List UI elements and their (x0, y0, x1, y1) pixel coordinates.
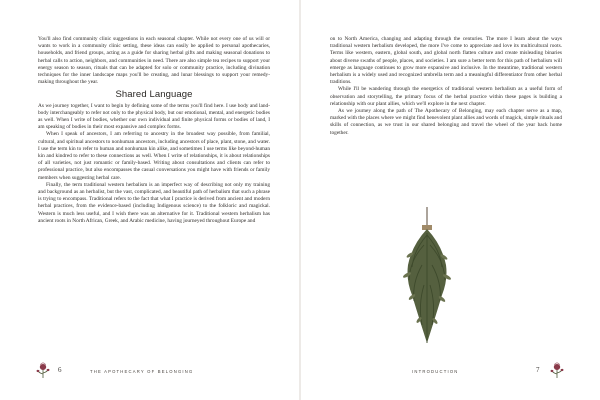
running-footer: THE APOTHECARY OF BELONGING (90, 369, 194, 374)
thistle-flower-icon (34, 361, 52, 379)
right-text-column (330, 36, 562, 137)
dried-herb-bundle-icon (362, 205, 492, 355)
thistle-flower-icon (548, 361, 566, 379)
right-page (300, 0, 600, 400)
running-footer: INTRODUCTION (412, 369, 459, 374)
page-number: 6 (58, 366, 62, 374)
page-number: 7 (536, 366, 540, 374)
paragraph: Finally, the term traditional western herbalism is an imperfect way of describing not only my training and background as an herbalist, but the vast, complicated, and beautiful path of herbalism that such a phrase is trying to encompass. Traditional refers to the fact that what I practice is derived from ancient and modern herbal practices, from the evidence-based (including Indigenous science) to the folkloric and magickal. Western is much less useful, and I wish there was an alternative for it. Traditional western herbalism has ancient roots in North African, Greek, and Arabic medicine, having journeyed throughout Europe and (38, 181, 270, 224)
paragraph: When I speak of ancestors, I am referring to ancestry in the broadest way possible, from familial, cultural, and spiritual ancestors to nonhuman ancestors, including ancestors of place, plant, stone, and water. I use the term kin to refer to human and nonhuman kin alike, and sometimes I use terms like beyond-human kin and kindred to refer to these connections as well. When I write of relationships, it is about relationships of all varieties, not just romantic or family-based. Writing about consultations and clients can refer to professional practice, but also encompasses the casual conversations you might have with friends or family members when suggesting herbal care. (38, 131, 270, 181)
paragraph: You'll also find community clinic suggestions in each seasonal chapter. While not every one of us will or wants to work in a community clinic setting, these ideas can easily be applied to personal apothecaries, households, and friend groups, acting as a guide for sharing herbal gifts and making seasonal donations to herbal calls to action, neighbors, and communities in need. There are also simple tea recipes to support your energy season to season, rituals that can be adapted for solo or community practice, including divination techniques for the inner landscape maps you'll be creating, and lunar blessings to support your remedy-making throughout the year. (38, 36, 270, 86)
paragraph: While I'll be wandering through the energetics of traditional western herbalism as a useful form of observation and storytelling, the primary focus of the herbal practice within these pages is building a relationship with our plant allies, which we'll explore in the next chapter. (330, 86, 562, 107)
paragraph: As we journey together, I want to begin by defining some of the terms you'll find here. I use body and land-body interchangeably to refer not only to the physical body, but our emotional, mental, and energetic bodies as well. When I write of bodies, whether our own individual and finite physical forms or bodies of land, I am speaking of bodies in their most expansive and complex forms. (38, 102, 270, 131)
paragraph: on to North America, changing and adapting through the centuries. The more I learn about the ways traditional western herbalism developed, the more I've come to appreciate and love its multicultural roots. Terms like western, eastern, global south, and global north flatten culture and create misleading binaries about diverse swaths of people, places, and societies. I am sure a better term for this path of herbalism will emerge as language continues to grow more expansive and inclusive. In the meantime, traditional western herbalism is a widely used and recognized umbrella term and a meaningful differentiator from other herbal traditions. (330, 36, 562, 86)
paragraph: As we journey along the path of The Apothecary of Belonging, may each chapter serve as a map, marked with the places where we might find benevolent plant allies and words of magick, simple rituals and skills of connection, as we trust in our shared belonging and travel the wheel of the year back home together. (330, 108, 562, 136)
section-heading: Shared Language (115, 89, 193, 101)
left-text-column (38, 36, 270, 225)
